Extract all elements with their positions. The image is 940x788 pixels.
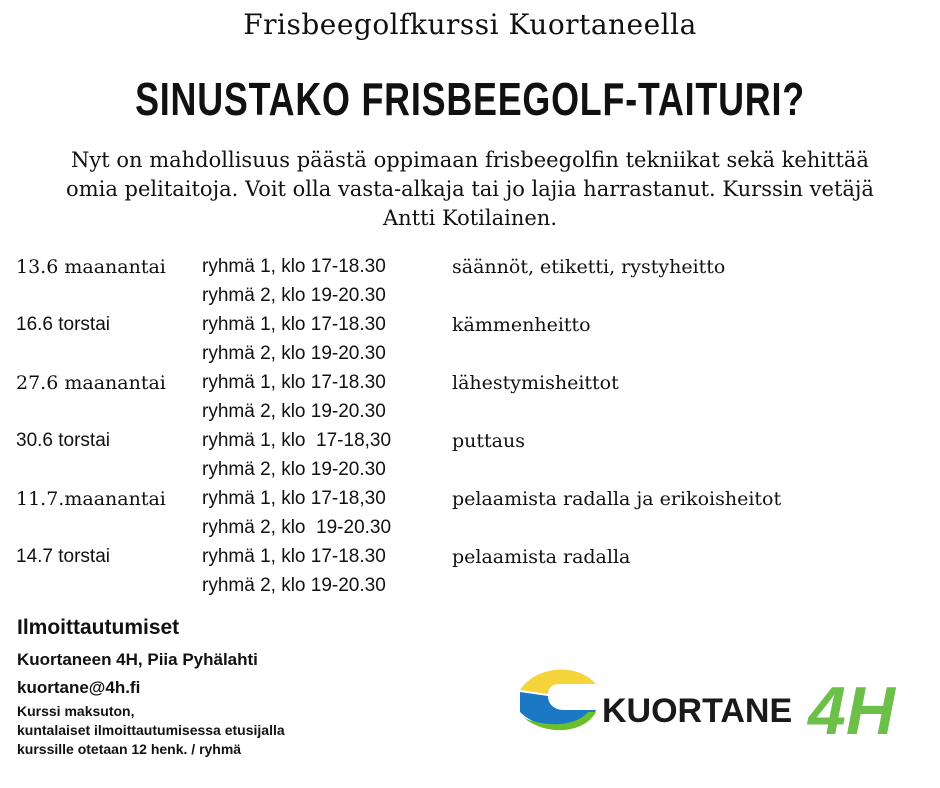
session-topic: kämmenheitto [452, 314, 591, 336]
session-topic: puttaus [452, 430, 525, 452]
note: kuntalaiset ilmoittautumisessa etusijalla [17, 722, 285, 738]
session-topic: pelaamista radalla ja erikoisheitot [452, 488, 782, 510]
session-group2: ryhmä 2, klo 19-20.30 [202, 285, 386, 306]
session-date: 16.6 torstai [16, 314, 110, 335]
organizer: Kuortaneen 4H, Piia Pyhälahti [17, 650, 258, 669]
session-group2: ryhmä 2, klo 19-20.30 [202, 401, 386, 422]
intro-text [10, 146, 930, 233]
session-group2: ryhmä 2, klo 19-20.30 [202, 575, 386, 596]
session-group2: ryhmä 2, klo 19-20.30 [202, 459, 386, 480]
session-topic: pelaamista radalla [452, 546, 631, 568]
registration-block [17, 616, 285, 759]
session-date: 30.6 torstai [16, 430, 110, 451]
session-group1: ryhmä 1, klo 17-18.30 [202, 314, 386, 335]
session-group1: ryhmä 1, klo 17-18,30 [202, 430, 392, 451]
session-date: 27.6 maanantai [16, 372, 166, 394]
logos [518, 660, 918, 750]
headline: SINUSTAKO FRISBEEGOLF-TAITURI? [135, 73, 805, 125]
session-group1: ryhmä 1, klo 17-18.30 [202, 546, 386, 567]
session-group1: ryhmä 1, klo 17-18.30 [202, 372, 386, 393]
kuortane-wordmark: KUORTANE [602, 692, 793, 730]
session-date: 11.7.maanantai [16, 488, 166, 510]
kuortane-logo-icon [520, 670, 596, 731]
email: kuortane@4h.fi [17, 678, 141, 697]
note: kurssille otetaan 12 henk. / ryhmä [17, 741, 242, 757]
intro-line: Nyt on mahdollisuus päästä oppimaan frisbeegolfin tekniikat sekä kehittää [71, 148, 869, 172]
session-date: 13.6 maanantai [16, 256, 166, 278]
registration-title: Ilmoittautumiset [17, 616, 180, 639]
intro-line: omia pelitaitoja. Voit olla vasta-alkaja tai jo lajia harrastanut. Kurssin vetäjä [66, 177, 874, 201]
session-date: 14.7 torstai [16, 546, 110, 567]
course-subtitle: Frisbeegolfkurssi Kuortaneella [243, 8, 697, 41]
session-topic: säännöt, etiketti, rystyheitto [452, 256, 726, 278]
note: Kurssi maksuton, [17, 703, 135, 719]
fourh-logo: 4H [808, 673, 895, 749]
session-topic: lähestymisheittot [452, 372, 619, 394]
session-group2: ryhmä 2, klo 19-20.30 [202, 517, 392, 538]
session-group1: ryhmä 1, klo 17-18.30 [202, 256, 386, 277]
intro-line: Antti Kotilainen. [383, 206, 557, 230]
session-group1: ryhmä 1, klo 17-18,30 [202, 488, 386, 509]
session-group2: ryhmä 2, klo 19-20.30 [202, 343, 386, 364]
